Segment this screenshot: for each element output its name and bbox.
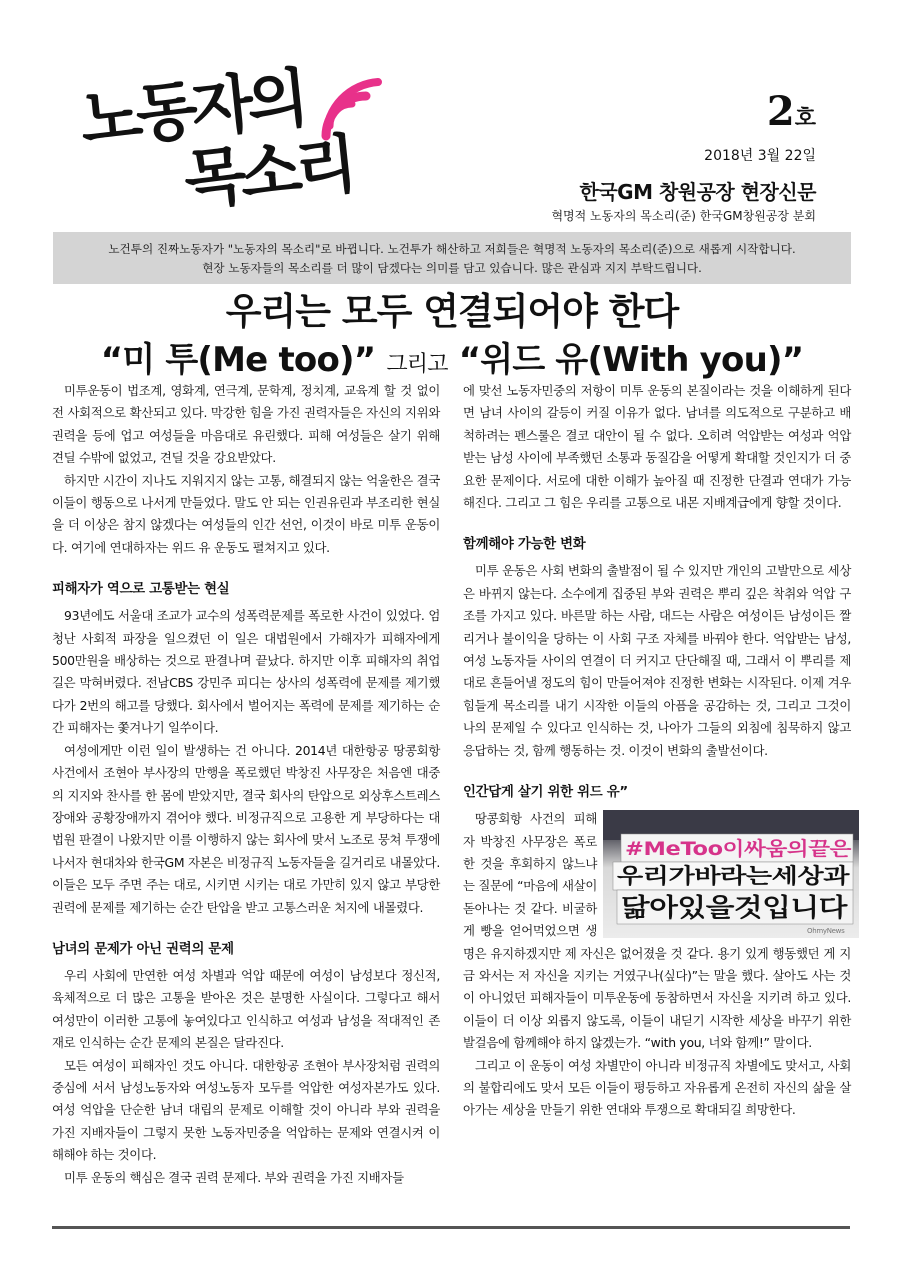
banner-line2: 우리가바라는세상과 — [617, 864, 851, 889]
paper-name: 한국GM 창원공장 현장신문 — [579, 180, 816, 204]
paragraph: 미투 운동은 사회 변화의 출발점이 될 수 있지만 개인의 고발만으로 세상은 바뀌지 않는다. 소수에게 집중된 부와 권력은 뿌리 깊은 착취와 억압 구조를 가지고 있다. 바른말 하는 사람, 대드는 사람은 여성이든 남성이든 짤리거나 불이익을 당하는 이 사회 구조 자체를 바꿔야 한다. 억압받는 남성, 여성 노동자들 사이의 연결이 더 커지고 단단해질 때, 그래서 이 뿌리를 제대로 흔들어낼 정도의 힘이 만들어져야 진정한 변화는 시작된다. 이제 겨우 힘들게 목소리를 내기 시작한 이들의 아픔을 공감하는 것, 그리고 그것이 나의 문제일 수 있다고 인식하는 것, 나아가 그들의 외침에 침묵하지 않고 응답하는 것, 함께 행동하는 것. 이것이 변화의 출발선이다. — [463, 563, 851, 758]
photo-credit: OhmyNews — [807, 927, 845, 936]
issue-date: 2018년 3월 22일 — [704, 148, 816, 164]
broadcast-waves-icon — [316, 78, 386, 148]
left-column — [52, 380, 440, 1189]
protest-photo — [603, 810, 859, 938]
banner-line3: 닮아있을것입니다 — [621, 893, 849, 923]
logo-line2: 목소리 — [180, 127, 356, 219]
paragraph: 미투 운동의 핵심은 결국 권력 문제다. 부와 권력을 가진 지배자들 — [64, 1169, 404, 1185]
subhead-part2: “위드 유(With you)” — [458, 340, 804, 380]
paragraph: 모든 여성이 피해자인 것도 아니다. 대한항공 조현아 부사장처럼 권력의 중심에 서서 남성노동자와 여성노동자 모두를 억압한 여성자본가도 있다. 여성 억압을 단순한 남녀 대립의 문제로 이해할 것이 아니라 부와 권력을 가진 지배자들이 그렇지 못한 노동자민중을 억압하는 문제와 연결시켜 이해해야 하는 것이다. — [52, 1057, 440, 1163]
paragraph: 하지만 시간이 지나도 지워지지 않는 고통, 해결되지 않는 억울한은 결국 이들이 행동으로 나서게 만들었다. 말도 안 되는 인권유린과 부조리한 현실을 더 이상은 참지 않겠다는 여성들의 인간 선언, 이것이 바로 미투 운동이다. 여기에 연대하자는 위드 유 운동도 펼쳐지고 있다. — [52, 472, 440, 555]
banner-line1: #MeToo이싸움의끝은 — [625, 838, 816, 861]
publisher: 혁명적 노동자의 목소리(준) 한국GM창원공장 분회 — [551, 209, 816, 223]
notice-box — [53, 232, 851, 284]
issue-number — [766, 88, 816, 135]
section-heading: 함께해야 가능한 변화 — [463, 537, 586, 553]
protest-banner-image — [603, 810, 859, 938]
paragraph: 여성에게만 이런 일이 발생하는 건 아니다. 2014년 대한항공 땅콩회항 사건에서 조현아 부사장의 만행을 폭로했던 박창진 사무장은 처음엔 대중의 지지와 찬사를 한 몸에 받았지만, 결국 회사의 탄압으로 외상후스트레스 장애와 공황장애까지 겪어야 했다. 비정규직으로 고용한 게 부당하다는 대법원 판결이 나왔지만 이를 이행하지 않는 회사에 맞서 노조로 뭉쳐 투쟁에 나서자 현대차와 한국GM 자본은 비정규직 노동자들을 길거리로 내몰았다. 이들은 모두 주면 주는 대로, 시키면 시키는 대로 가만히 있지 않고 부당한 권력에 문제를 제기하는 순간 탄압을 받고 고통스러운 처지에 내몰렸다. — [52, 742, 440, 915]
logo-line1: 노동자의 — [76, 62, 307, 159]
section-heading: 피해자가 역으로 고통받는 현실 — [52, 582, 230, 598]
subhead — [0, 340, 904, 381]
bottom-rule — [52, 1226, 850, 1229]
paragraph: 미투운동이 법조계, 영화계, 연극계, 문학계, 정치계, 교육계 할 것 없이 전 사회적으로 확산되고 있다. 막강한 힘을 가진 권력자들은 자신의 지위와 권력을 등에 업고 여성들을 마음대로 유린했다. 피해 여성들은 살기 위해 견딜 수밖에 없었고, 견딜 것을 강요받았다. — [52, 383, 440, 466]
paragraph: 땅콩회항 사건의 피해자 박창진 사무장은 폭로한 것을 후회하지 않느냐는 질문에 “마음에 새살이 돋아나는 것 같다. 비굴하게 빵을 얻어먹었으면 생명은 유지하겠지만 제 자신은 없어졌을 것 같다. 용기 있게 행동했던 게 지금 와서는 저 자신을 지키는 거였구나(싶다)”는 말을 했다. 살아도 사는 것이 아니었던 피해자들이 미투운동에 동참하면서 자신을 지키려 하고 있다. 이들이 더 이상 외롭지 않도록, 이들이 내딛기 시작한 세상을 바꾸기 위한 발걸음에 함께해야 하지 않겠는가. “with you, 너와 함께!” 말이다. — [463, 811, 851, 1051]
paragraph: 우리 사회에 만연한 여성 차별과 억압 때문에 여성이 남성보다 정신적, 육체적으로 더 많은 고통을 받아온 것은 분명한 사실이다. 그렇다고 해서 여성만이 이러한 고통에 놓여있다고 인식하고 여성과 남성을 적대적인 존재로 인식하는 순간 문제의 본질은 달라진다. — [52, 967, 440, 1051]
issue-number-value: 2 — [766, 88, 795, 135]
notice-line2: 현장 노동자들의 목소리를 더 많이 담겠다는 의미를 담고 있습니다. 많은 관심과 지지 부탁드립니다. — [202, 261, 702, 275]
subhead-part1: “미 투(Me too)” — [100, 340, 376, 380]
paragraph: 그리고 이 운동이 여성 차별만이 아니라 비정규직 차별에도 맞서고, 사회의 불합리에도 맞서 모든 이들이 평등하고 자유롭게 온전히 자신의 삶을 살아가는 세상을 만들기 위한 연대와 투쟁으로 확대되길 희망한다. — [463, 1057, 851, 1118]
paragraph: 에 맞선 노동자민중의 저항이 미투 운동의 본질이라는 것을 이해하게 된다면 남녀 사이의 갈등이 커질 이유가 없다. 남녀를 의도적으로 구분하고 배척하려는 펜스룰은 결코 대안이 될 수 없다. 오히려 억압받는 여성과 억압받는 남성 사이에 부족했던 소통과 동질감을 어떻게 확대할 것인지가 더 중요한 문제이다. 서로에 대한 이해가 높아질 때 진정한 단결과 연대가 가능해진다. 그리고 그 힘은 우리를 고통으로 내몬 지배계급에게 향할 것이다. — [463, 383, 851, 511]
right-column — [463, 380, 851, 1122]
masthead-logo — [76, 62, 408, 228]
section-heading: 인간답게 살기 위한 위드 유” — [463, 785, 628, 801]
issue-number-suffix: 호 — [794, 106, 816, 131]
notice-line1: 노건투의 진짜노동자가 "노동자의 목소리"로 바뀝니다. 노건투가 해산하고 저희들은 혁명적 노동자의 목소리(준)으로 새롭게 시작합니다. — [108, 242, 796, 256]
headline: 우리는 모두 연결되어야 한다 — [225, 290, 679, 333]
paragraph: 93년에도 서울대 조교가 교수의 성폭력문제를 폭로한 사건이 있었다. 엄청난 사회적 파장을 일으켰던 이 일은 대법원에서 가해자가 피해자에게 500만원을 배상하는 것으로 판결나며 끝났다. 하지만 이후 피해자의 취업길은 막혀버렸다. 전남CBS 강민주 피디는 상사의 성폭력에 문제를 제기했다가 2번의 해고를 당했다. 회사에서 벌어지는 폭력에 문제를 제기하는 순간 피해자는 쫓겨나기 일쑤이다. — [52, 608, 440, 736]
section-heading: 남녀의 문제가 아닌 권력의 문제 — [52, 941, 234, 957]
subhead-connector: 그리고 — [386, 352, 448, 377]
